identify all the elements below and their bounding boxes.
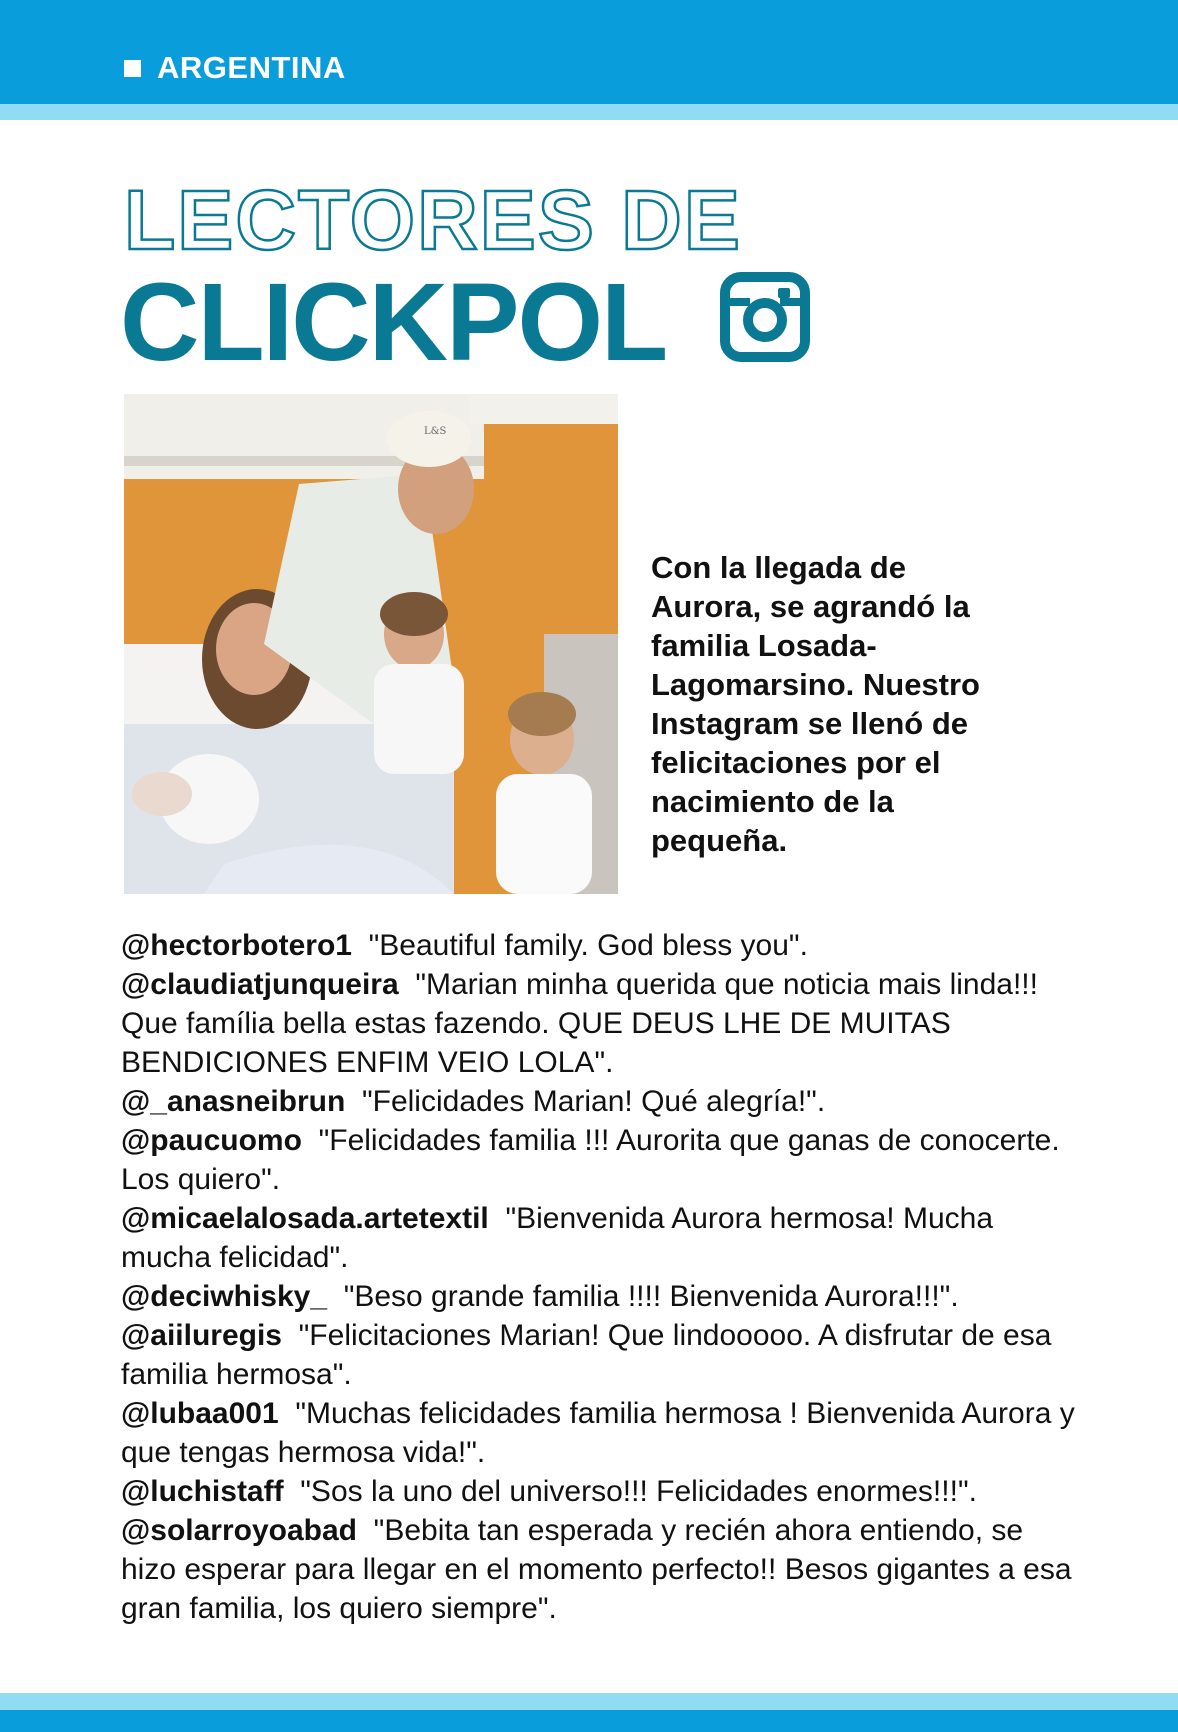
comment-text: "Sos la uno del universo!!! Felicidades enormes!!!".: [300, 1475, 977, 1508]
comment-item: [121, 926, 1081, 965]
comment-handle[interactable]: @paucuomo: [121, 1124, 302, 1157]
photo-caption: Con la llegada de Aurora, se agrandó la familia Losada-Lagomarsino. Nuestro Instagram se llenó de felicitaciones por el nacimiento de la pequeña.: [651, 550, 980, 858]
title-line-2: CLICKPOL: [120, 261, 667, 384]
footer-stripe: [0, 1693, 1178, 1710]
title-line-1: LECTORES DE: [124, 173, 742, 267]
comment-text: "Felicitaciones Marian! Que lindooooo. A disfrutar de esa familia hermosa".: [121, 1319, 1052, 1391]
comments-list: [121, 926, 1081, 1628]
comment-handle[interactable]: @solarroyoabad: [121, 1514, 357, 1547]
comment-text: "Bienvenida Aurora hermosa! Mucha mucha felicidad".: [121, 1202, 994, 1274]
comment-item: [121, 1511, 1081, 1628]
section-name: ARGENTINA: [157, 50, 346, 85]
comment-item: [121, 1199, 1081, 1277]
comment-text: "Felicidades Marian! Qué alegría!".: [361, 1085, 826, 1118]
comment-item: [121, 1472, 1081, 1511]
comment-item: [121, 1082, 1081, 1121]
comment-handle[interactable]: @luchistaff: [121, 1475, 284, 1508]
comment-handle[interactable]: @claudiatjunqueira: [121, 968, 399, 1001]
footer-bar: [0, 1710, 1178, 1732]
instagram-icon: [720, 272, 810, 362]
comment-item: [121, 1121, 1081, 1199]
comment-text: "Bebita tan esperada y recién ahora entiendo, se hizo esperar para llegar en el momento perfecto!! Besos gigantes a esa gran familia, los quiero siempre".: [121, 1514, 1072, 1625]
section-label: [124, 50, 346, 86]
comment-item: [121, 965, 1081, 1082]
comment-item: [121, 1277, 1081, 1316]
comment-text: "Beso grande familia !!!! Bienvenida Aurora!!!".: [343, 1280, 959, 1313]
comment-handle[interactable]: @hectorbotero1: [121, 929, 352, 962]
square-bullet-icon: [124, 60, 141, 77]
family-photo: [124, 394, 618, 894]
comment-item: [121, 1316, 1081, 1394]
comment-handle[interactable]: @_anasneibrun: [121, 1085, 346, 1118]
comment-text: "Felicidades familia !!! Aurorita que ganas de conocerte. Los quiero".: [121, 1124, 1060, 1196]
comment-handle[interactable]: @deciwhisky_: [121, 1280, 328, 1313]
comment-text: "Beautiful family. God bless you".: [368, 929, 808, 962]
comment-text: "Muchas felicidades familia hermosa ! Bienvenida Aurora y que tengas hermosa vida!".: [121, 1397, 1075, 1469]
cap-logo: L&S: [424, 426, 447, 437]
comment-handle[interactable]: @aiiluregis: [121, 1319, 282, 1352]
comment-item: [121, 1394, 1081, 1472]
comment-handle[interactable]: @lubaa001: [121, 1397, 279, 1430]
comment-text: "Marian minha querida que noticia mais linda!!! Que família bella estas fazendo. QUE DEUS LHE DE MUITAS BENDICIONES ENFIM VEIO LOLA".: [121, 968, 1038, 1079]
header-stripe: [0, 104, 1178, 120]
comment-handle[interactable]: @micaelalosada.artetextil: [121, 1202, 489, 1235]
